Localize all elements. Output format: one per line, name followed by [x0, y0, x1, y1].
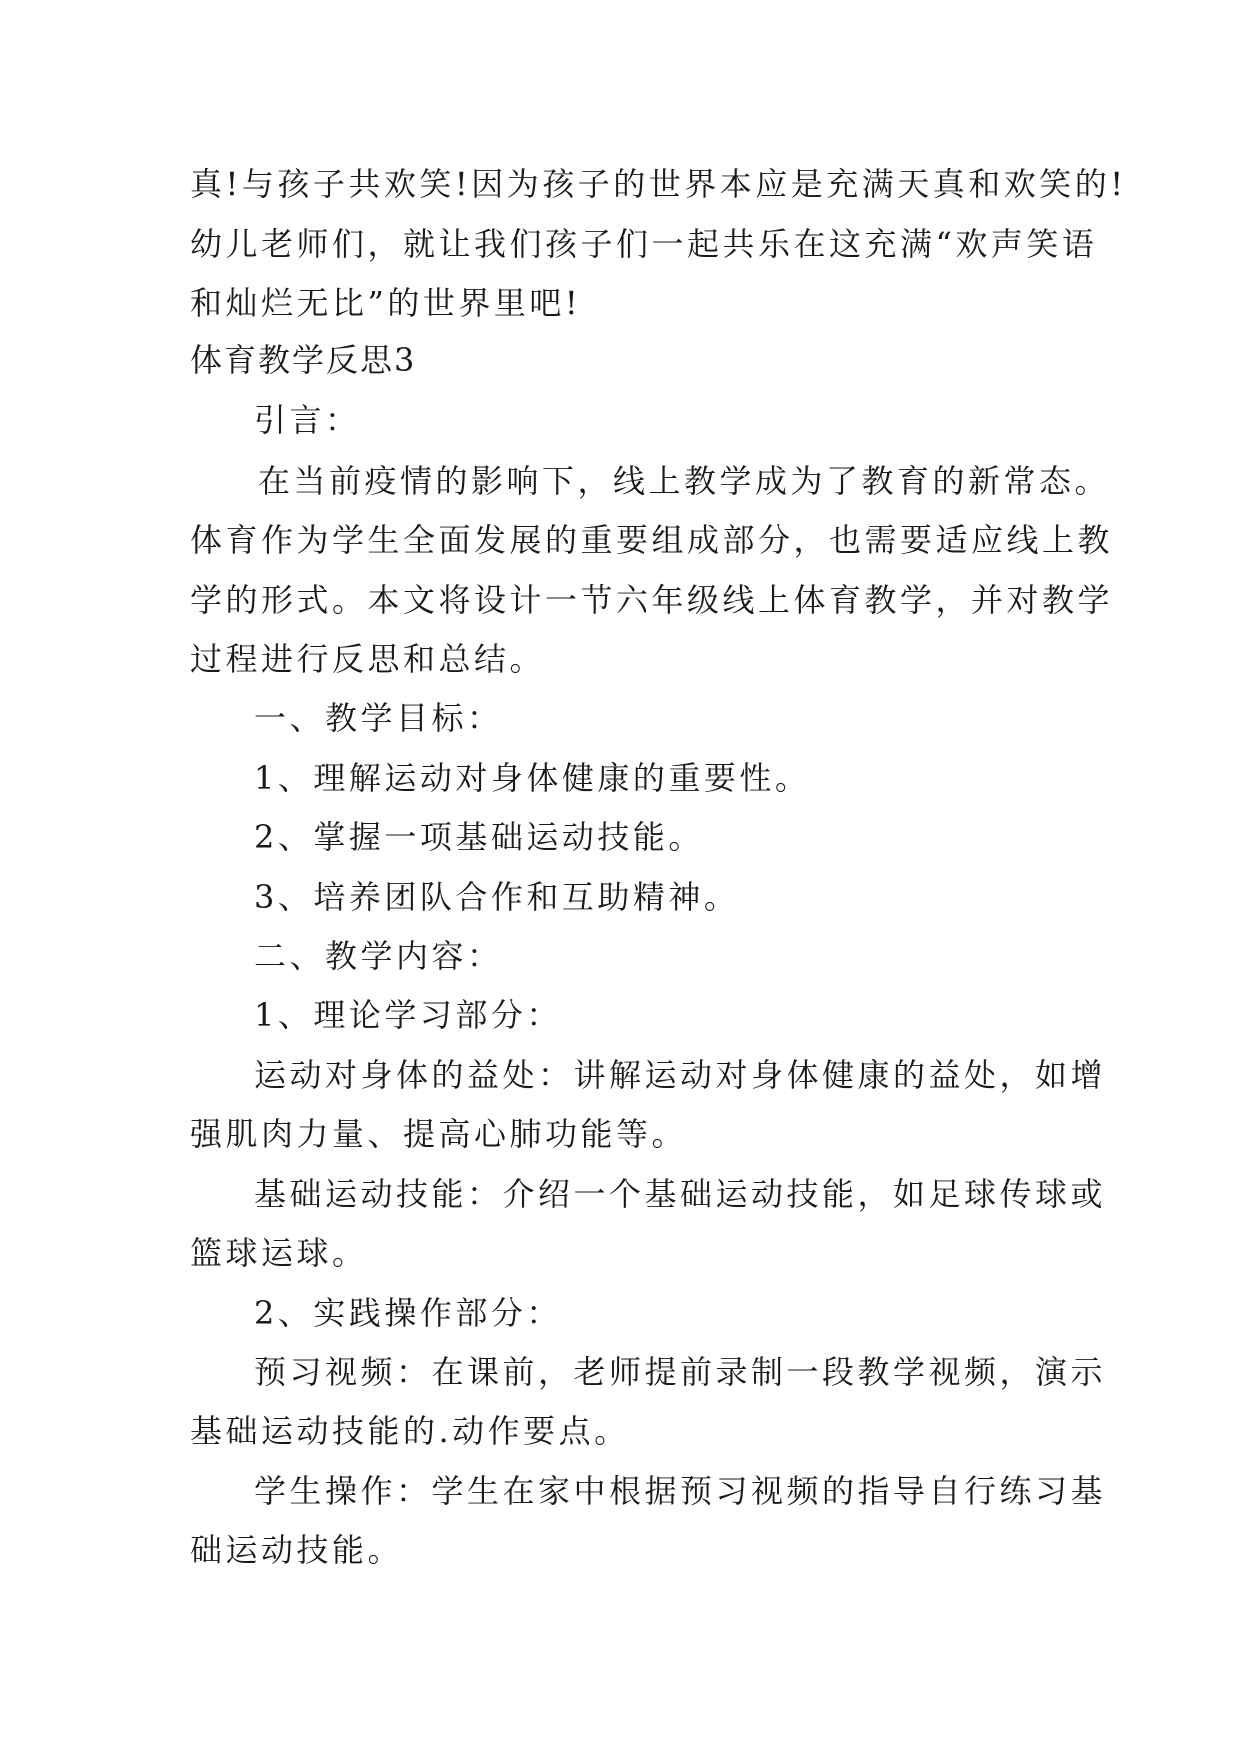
- paragraph-line: 预习视频：在课前，老师提前录制一段教学视频，演示: [254, 1353, 1107, 1391]
- list-item: 1、理解运动对身体健康的重要性。: [254, 759, 811, 797]
- paragraph-line: 学生操作：学生在家中根据预习视频的指导自行练习基: [254, 1472, 1107, 1510]
- paragraph-line: 在当前疫情的影响下，线上教学成为了教育的新常态。: [258, 462, 1111, 500]
- list-item: 1、理论学习部分：: [254, 996, 562, 1034]
- paragraph-line: 运动对身体的益处：讲解运动对身体健康的益处，如增: [254, 1056, 1107, 1094]
- paragraph-line: 学的形式。本文将设计一节六年级线上体育教学，并对教学: [190, 581, 1114, 619]
- paragraph-line: 幼儿老师们，就让我们孩子们一起共乐在这充满“欢声笑语: [190, 225, 1098, 263]
- paragraph-line: 础运动技能。: [190, 1531, 404, 1569]
- section-heading: 体育教学反思3: [190, 341, 417, 379]
- subheading-content: 二、教学内容：: [254, 937, 503, 975]
- paragraph-line: 真!与孩子共欢笑!因为孩子的世界本应是充满天真和欢笑的!: [190, 165, 1127, 203]
- paragraph-line: 强肌肉力量、提高心肺功能等。: [190, 1115, 688, 1153]
- paragraph-line: 基础运动技能：介绍一个基础运动技能，如足球传球或: [254, 1175, 1107, 1213]
- list-item: 3、培养团队合作和互助精神。: [254, 878, 740, 916]
- paragraph-line: 过程进行反思和总结。: [190, 640, 546, 678]
- subheading-goals: 一、教学目标：: [254, 699, 503, 737]
- paragraph-line: 和灿烂无比”的世界里吧!: [190, 284, 582, 322]
- list-item: 2、掌握一项基础运动技能。: [254, 818, 704, 856]
- subheading-intro: 引言：: [254, 401, 361, 439]
- paragraph-line: 篮球运球。: [190, 1234, 368, 1272]
- list-item: 2、实践操作部分：: [254, 1294, 562, 1332]
- paragraph-line: 体育作为学生全面发展的重要组成部分，也需要适应线上教: [190, 521, 1114, 559]
- paragraph-line: 基础运动技能的.动作要点。: [190, 1412, 630, 1450]
